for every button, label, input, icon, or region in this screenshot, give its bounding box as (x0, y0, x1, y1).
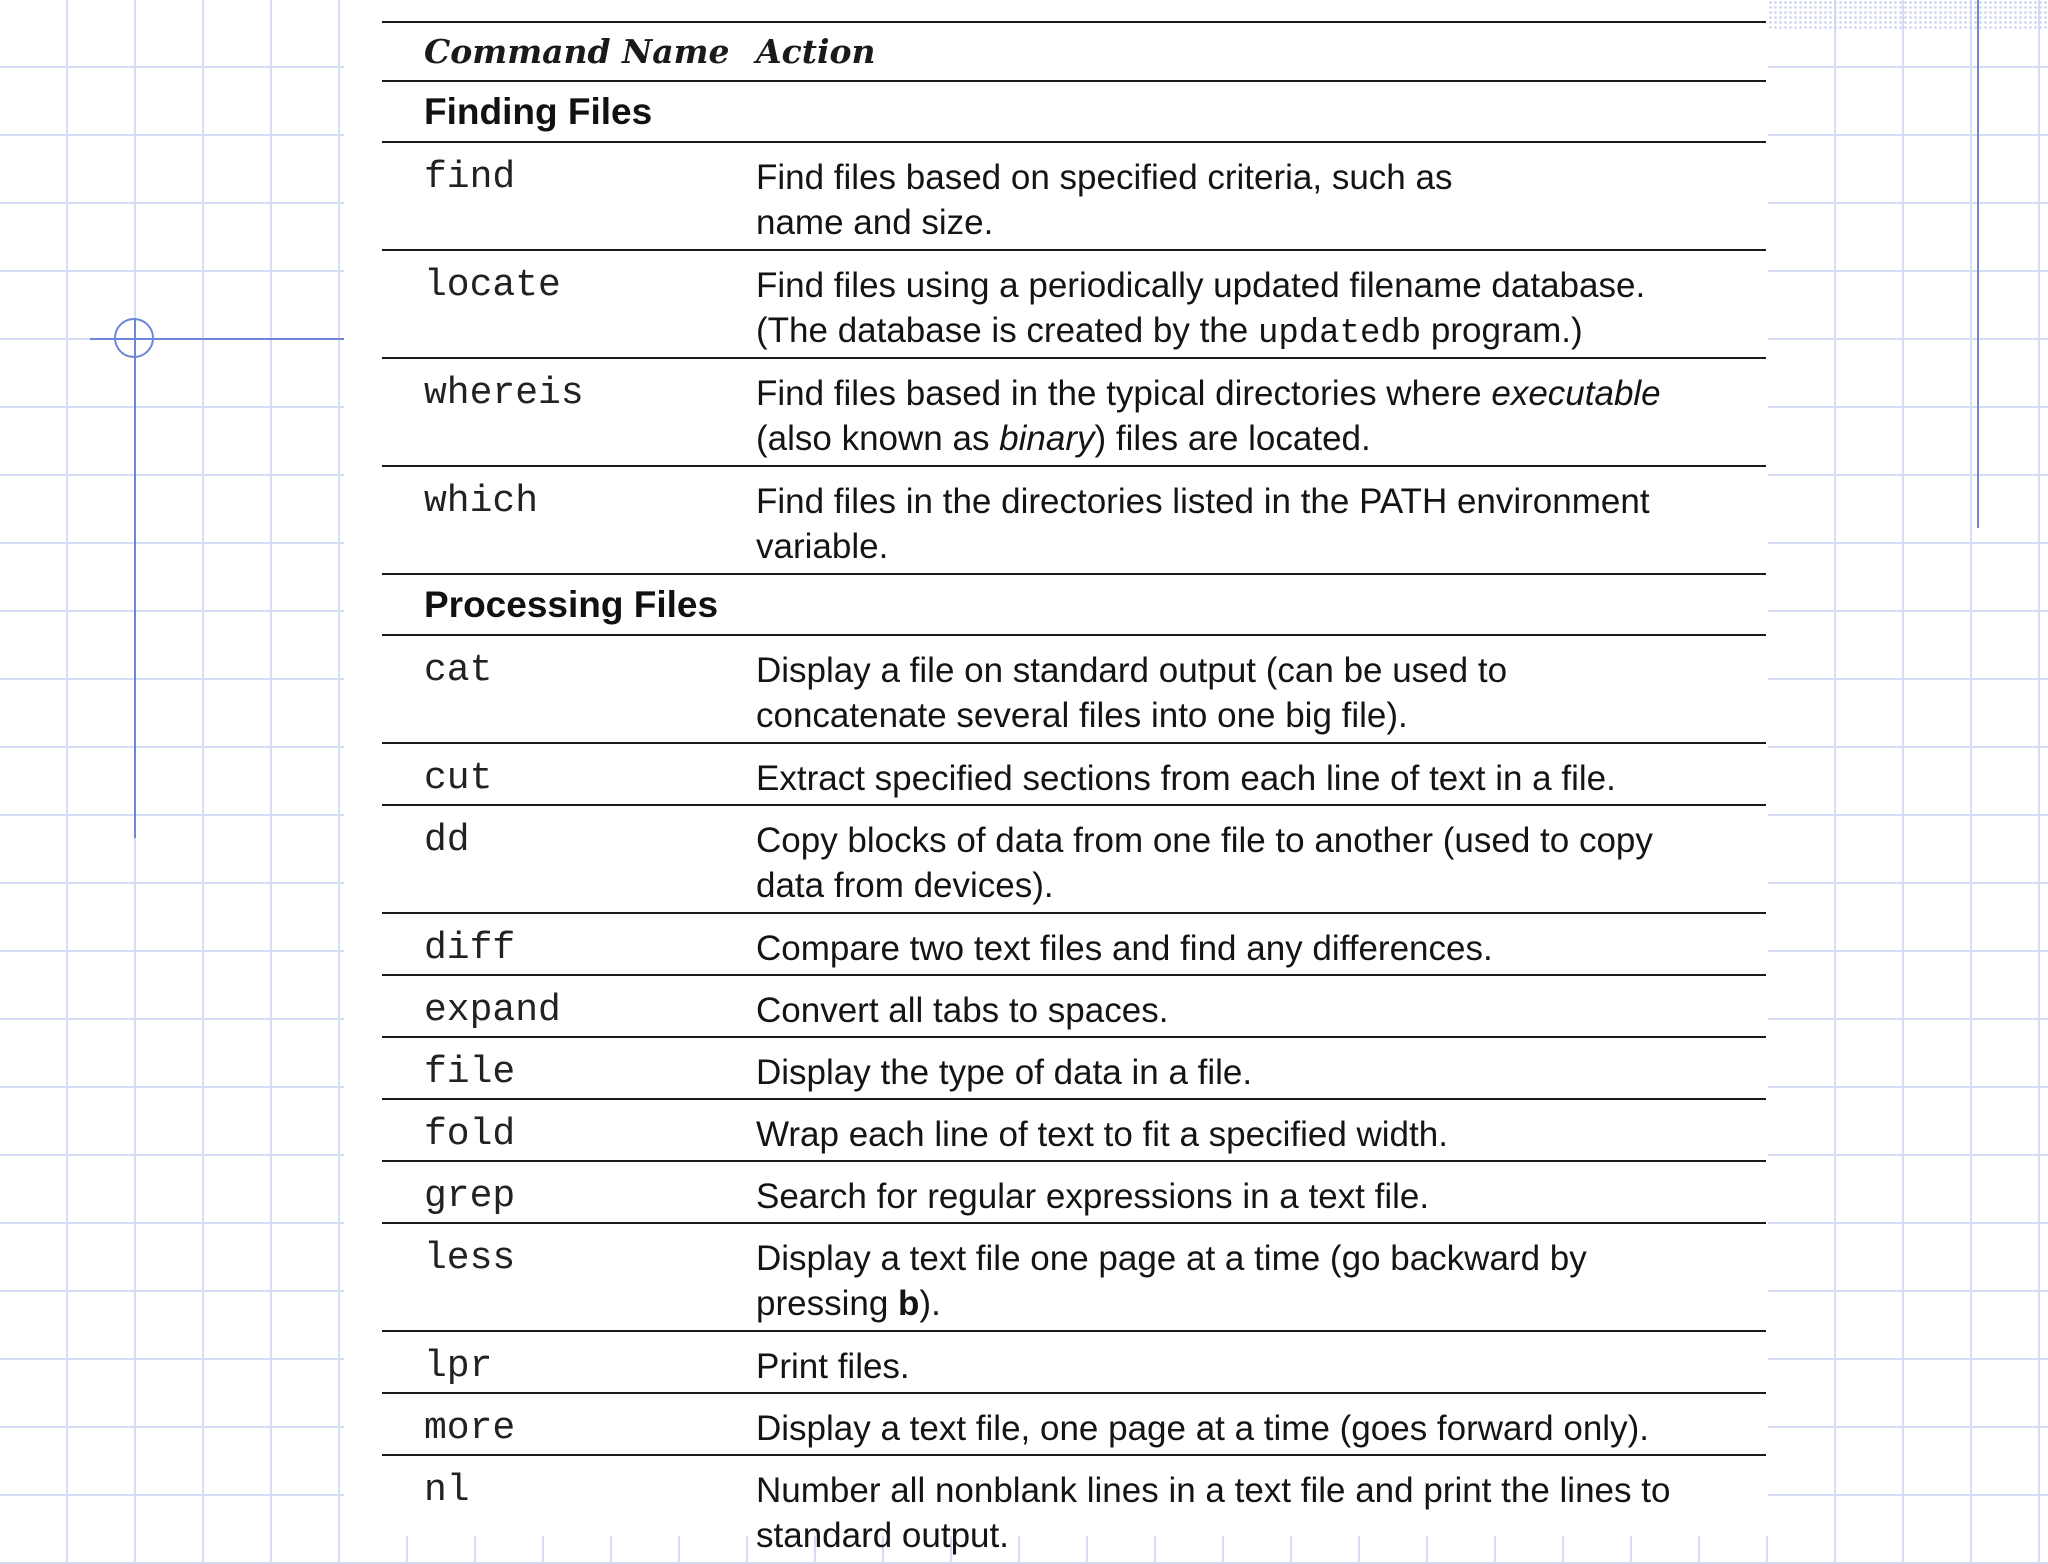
inline-code-updatedb: updatedb (1257, 315, 1422, 353)
action-text: Wrap each line of text to fit a specified width. (756, 1115, 1448, 1154)
section-title: Finding Files (424, 90, 653, 132)
command-name: dd (424, 819, 470, 862)
action-text: Copy blocks of data from one file to another (used to copy data from devices). (756, 821, 1653, 905)
command-name: file (424, 1051, 516, 1094)
table-row (382, 1038, 1766, 1100)
action-text: Find files based in the typical directories where executable (also known as binary) files are located. (756, 374, 1661, 458)
table-row (382, 1100, 1766, 1162)
table-row (382, 1394, 1766, 1456)
command-name: which (424, 480, 539, 523)
header-action: Action (756, 32, 876, 71)
action-text: Number all nonblank lines in a text file and print the lines to standard output. (756, 1471, 1671, 1555)
command-name: fold (424, 1113, 516, 1156)
action-text: Find files in the directories listed in the PATH environment variable. (756, 482, 1650, 566)
table-row (382, 744, 1766, 806)
section-row-processing-files (382, 575, 1766, 636)
action-text: Search for regular expressions in a text file. (756, 1177, 1430, 1216)
command-name: locate (424, 264, 561, 307)
table-row (382, 467, 1766, 575)
table-row (382, 359, 1766, 467)
decorative-vertical-line-left (134, 318, 136, 838)
table-row (382, 251, 1766, 359)
section-row-finding-files (382, 82, 1766, 143)
action-text: Extract specified sections from each line of text in a file. (756, 759, 1616, 798)
command-name: less (424, 1237, 516, 1280)
section-title: Processing Files (424, 583, 719, 625)
table-row (382, 636, 1766, 744)
table-row (382, 1224, 1766, 1332)
command-name: cut (424, 757, 493, 800)
header-command-name: Command Name (424, 32, 730, 71)
action-text: Convert all tabs to spaces. (756, 991, 1169, 1030)
command-name: diff (424, 927, 516, 970)
action-text: Compare two text files and find any differences. (756, 929, 1493, 968)
table-row (382, 1332, 1766, 1394)
command-name: more (424, 1407, 516, 1450)
action-text: Find files based on specified criteria, such as name and size. (756, 158, 1453, 242)
command-name: expand (424, 989, 561, 1032)
action-text: Display the type of data in a file. (756, 1053, 1253, 1092)
action-text: Print files. (756, 1347, 910, 1386)
action-text: Display a text file, one page at a time (goes forward only). (756, 1409, 1649, 1448)
table-row (382, 976, 1766, 1038)
command-name: nl (424, 1469, 470, 1512)
command-name: lpr (424, 1345, 493, 1388)
commands-table (382, 21, 1766, 1564)
table-row (382, 143, 1766, 251)
action-text: Find files using a periodically updated filename database. (The database is created by the updatedb program.) (756, 266, 1646, 353)
document-page (344, 0, 1768, 1555)
command-name: grep (424, 1175, 516, 1218)
command-name: find (424, 156, 516, 199)
command-name: cat (424, 649, 493, 692)
table-row (382, 914, 1766, 976)
action-text: Display a file on standard output (can be used to concatenate several files into one big file). (756, 651, 1508, 735)
table-row (382, 1456, 1766, 1564)
table-header-row (382, 21, 1766, 82)
table-row (382, 806, 1766, 914)
table-row (382, 1162, 1766, 1224)
command-name: whereis (424, 372, 584, 415)
decorative-vertical-line-right (1977, 0, 1979, 528)
decorative-dot-pattern-corner (1768, 0, 2048, 30)
decorative-crosshair-circle (114, 318, 154, 358)
action-text: Display a text file one page at a time (go backward by pressing b). (756, 1239, 1587, 1323)
